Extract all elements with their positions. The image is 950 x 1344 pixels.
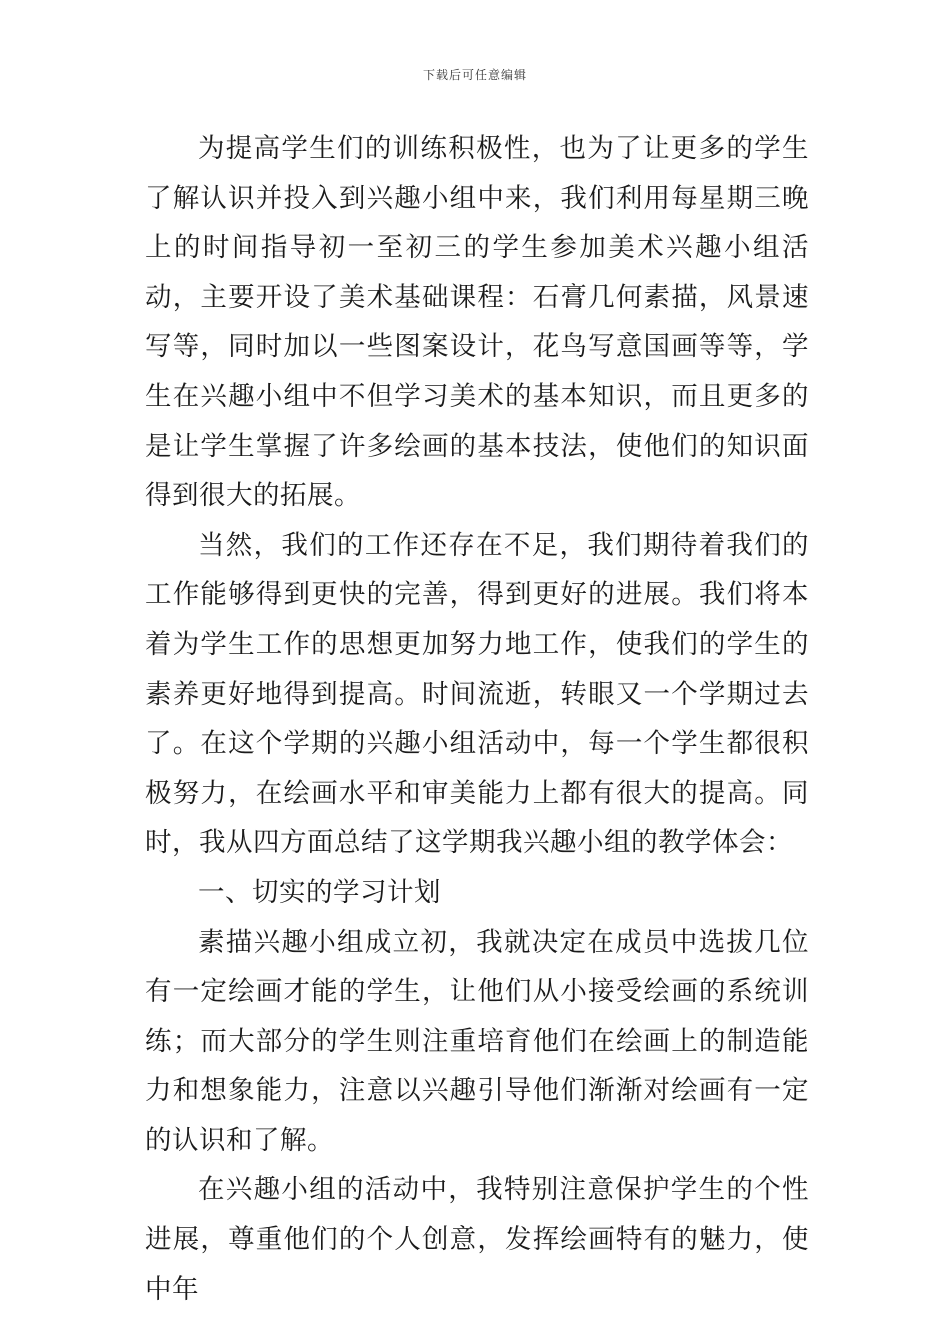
section-heading: 一、切实的学习计划 bbox=[198, 876, 441, 908]
paragraph-3: 素描兴趣小组成立初，我就决定在成员中选拔几位有一定绘画才能的学生，让他们从小接受绘画的系统训练；而大部分的学生则注重培育他们在绘画上的制造能力和想象能力，注意以兴趣引导他们渐渐对绘画有一定的认识和了解。 bbox=[145, 926, 809, 1156]
paragraph-1: 为提高学生们的训练积极性，也为了让更多的学生了解认识并投入到兴趣小组中来，我们利用每星期三晚上的时间指导初一至初三的学生参加美术兴趣小组活动，主要开设了美术基础课程：石膏几何素描，风景速写等，同时加以一些图案设计，花鸟写意国画等等，学生在兴趣小组中不但学习美术的基本知识，而且更多的是让学生掌握了许多绘画的基本技法，使他们的知识面得到很大的拓展。 bbox=[145, 133, 809, 512]
paragraph-2: 当然，我们的工作还存在不足，我们期待着我们的工作能够得到更快的完善，得到更好的进展。我们将本着为学生工作的思想更加努力地工作，使我们的学生的素养更好地得到提高。时间流逝，转眼又一个学期过去了。在这个学期的兴趣小组活动中，每一个学生都很积极努力，在绘画水平和审美能力上都有很大的提高。同时，我从四方面总结了这学期我兴趣小组的教学体会： bbox=[145, 529, 809, 859]
header-note: 下载后可任意编辑 bbox=[422, 68, 527, 82]
document-body bbox=[145, 124, 809, 1314]
paragraph-4: 在兴趣小组的活动中，我特别注意保护学生的个性进展，尊重他们的个人创意，发挥绘画特有的魅力，使中年 bbox=[145, 1174, 809, 1305]
